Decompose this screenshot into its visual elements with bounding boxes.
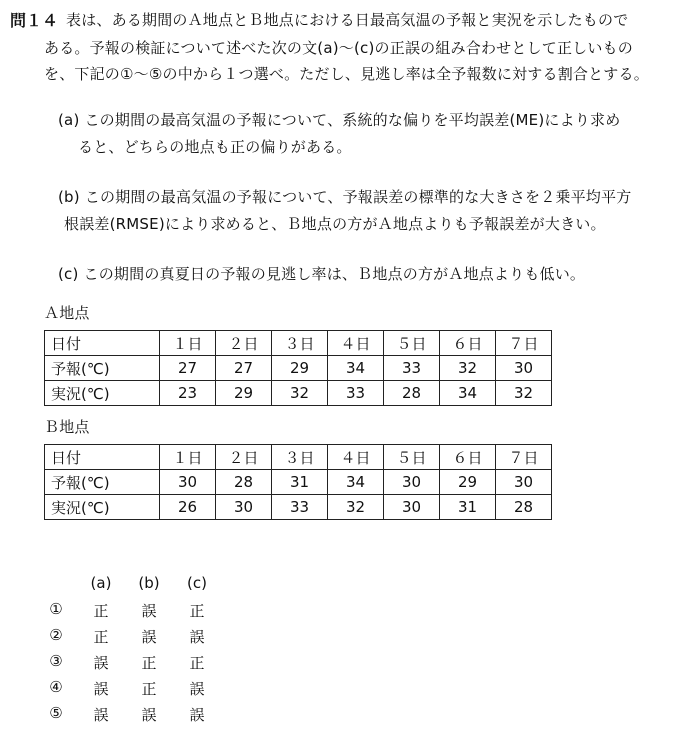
- question-line-1: 表は、ある期間のＡ地点とＢ地点における日最高気温の予報と実況を示したもので: [66, 11, 629, 29]
- table-cell: 29: [216, 381, 272, 406]
- table-cell: 32: [440, 356, 496, 381]
- table-cell: ５日: [384, 331, 440, 356]
- question-line-3: を、下記の①～⑤の中から１つ選べ。ただし、見逃し率は全予報数に対する割合とする。: [44, 65, 649, 83]
- table-cell: ４日: [328, 445, 384, 470]
- table-cell: 32: [496, 381, 552, 406]
- statement-b-line-1: (b) この期間の最高気温の予報について、予報誤差の標準的な大きさを２乗平均平方: [58, 188, 632, 206]
- table-cell: 28: [216, 470, 272, 495]
- table-cell: 予報(℃): [45, 356, 160, 381]
- statement-a-line-1: (a) この期間の最高気温の予報について、系統的な偏りを平均誤差(ME)により求め: [58, 111, 621, 129]
- table-cell: 26: [160, 495, 216, 520]
- choice-a: 正: [93, 602, 109, 620]
- table-cell: 実況(℃): [45, 381, 160, 406]
- question-number: 問１４: [10, 11, 59, 30]
- choice-a: 誤: [93, 680, 109, 698]
- choice-a: 誤: [93, 706, 109, 724]
- table-cell: 29: [272, 356, 328, 381]
- table-cell: 34: [328, 470, 384, 495]
- table-cell: 実況(℃): [45, 495, 160, 520]
- choice-b: 誤: [141, 628, 157, 646]
- table-cell: 32: [328, 495, 384, 520]
- choice-b: 誤: [141, 602, 157, 620]
- table-cell: 日付: [45, 331, 160, 356]
- table-cell: 30: [496, 470, 552, 495]
- table-b-observed-row: [45, 495, 552, 520]
- statement-b-line-2: 根誤差(RMSE)により求めると、Ｂ地点の方がＡ地点よりも予報誤差が大きい。: [64, 215, 606, 233]
- choice-number: ④: [49, 678, 63, 696]
- table-cell: 23: [160, 381, 216, 406]
- table-cell: 30: [384, 470, 440, 495]
- choice-c: 誤: [189, 628, 205, 646]
- table-a-header-row: [45, 331, 552, 356]
- table-cell: 日付: [45, 445, 160, 470]
- choice-number: ②: [49, 626, 63, 644]
- choices-header-b: (b): [138, 574, 160, 592]
- table-cell: ３日: [272, 331, 328, 356]
- choice-b: 正: [141, 654, 157, 672]
- choice-c: 誤: [189, 680, 205, 698]
- table-cell: ２日: [216, 331, 272, 356]
- table-cell: ４日: [328, 331, 384, 356]
- statement-a-line-2: ると、どちらの地点も正の偏りがある。: [78, 138, 352, 156]
- question-line-2: ある。予報の検証について述べた次の文(a)～(c)の正誤の組み合わせとして正しいもの: [44, 39, 633, 57]
- choice-c: 正: [189, 654, 205, 672]
- table-cell: ６日: [440, 331, 496, 356]
- table-cell: 予報(℃): [45, 470, 160, 495]
- table-cell: １日: [160, 331, 216, 356]
- table-cell: 28: [496, 495, 552, 520]
- table-cell: 30: [216, 495, 272, 520]
- table-cell: 33: [384, 356, 440, 381]
- table-b-title: Ｂ地点: [44, 418, 90, 436]
- table-cell: 33: [272, 495, 328, 520]
- table-cell: 30: [496, 356, 552, 381]
- choice-a: 正: [93, 628, 109, 646]
- table-cell: 27: [216, 356, 272, 381]
- table-cell: 31: [440, 495, 496, 520]
- table-cell: 31: [272, 470, 328, 495]
- table-b-forecast-row: [45, 470, 552, 495]
- choice-c: 正: [189, 602, 205, 620]
- table-cell: ５日: [384, 445, 440, 470]
- table-cell: １日: [160, 445, 216, 470]
- table-cell: ６日: [440, 445, 496, 470]
- table-a-forecast-row: [45, 356, 552, 381]
- choices-header-a: (a): [90, 574, 112, 592]
- table-cell: ２日: [216, 445, 272, 470]
- table-cell: 30: [160, 470, 216, 495]
- choices-header-c: (c): [187, 574, 207, 592]
- table-cell: 32: [272, 381, 328, 406]
- table-cell: ７日: [496, 445, 552, 470]
- table-cell: 34: [440, 381, 496, 406]
- choice-number: ①: [49, 600, 63, 618]
- table-cell: 30: [384, 495, 440, 520]
- table-cell: 33: [328, 381, 384, 406]
- choice-number: ③: [49, 652, 63, 670]
- table-a: [44, 330, 552, 406]
- table-cell: 27: [160, 356, 216, 381]
- table-a-title: Ａ地点: [44, 304, 90, 322]
- choice-b: 誤: [141, 706, 157, 724]
- table-cell: 34: [328, 356, 384, 381]
- table-cell: ７日: [496, 331, 552, 356]
- choice-c: 誤: [189, 706, 205, 724]
- choice-b: 正: [141, 680, 157, 698]
- table-b-header-row: [45, 445, 552, 470]
- table-a-observed-row: [45, 381, 552, 406]
- choice-number: ⑤: [49, 704, 63, 722]
- statement-c-line-1: (c) この期間の真夏日の予報の見逃し率は、Ｂ地点の方がＡ地点よりも低い。: [58, 265, 586, 283]
- table-cell: 28: [384, 381, 440, 406]
- table-cell: 29: [440, 470, 496, 495]
- choice-a: 誤: [93, 654, 109, 672]
- table-cell: ３日: [272, 445, 328, 470]
- table-b: [44, 444, 552, 520]
